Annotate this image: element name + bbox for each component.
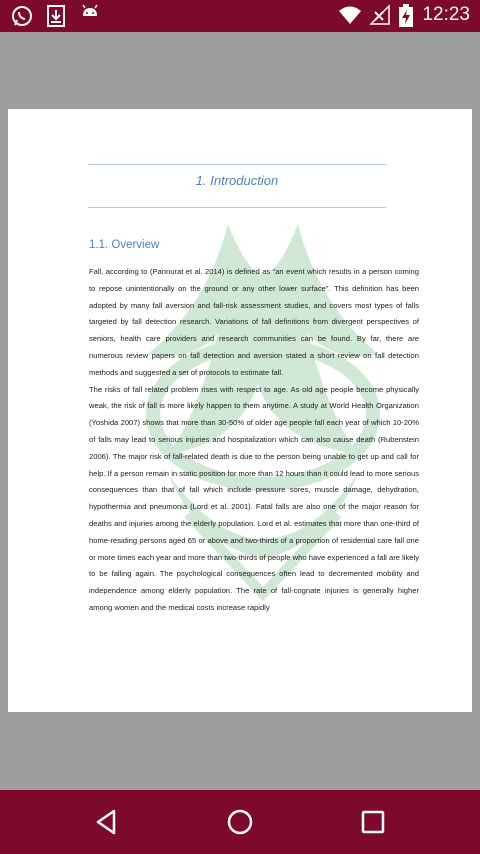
body-text	[89, 264, 419, 617]
wifi-icon	[338, 4, 362, 31]
android-icon	[80, 4, 100, 31]
clock: 12:23	[422, 4, 470, 25]
chapter-title: 1. Introduction	[195, 173, 279, 188]
section-title: 1.1. Overview	[89, 239, 160, 251]
header-rule-bottom	[88, 207, 386, 208]
no-signal-icon	[369, 4, 391, 31]
document-page[interactable]	[8, 109, 472, 712]
download-icon	[45, 4, 67, 33]
header-rule-top	[88, 164, 386, 165]
recents-icon[interactable]	[355, 804, 391, 840]
battery-charging-icon	[398, 4, 414, 33]
paragraph: The risks of fall related problem rises with respect to age. As old age people become physically weak, the risk of fall is more likely happen to them anytime. A study at World Health Organization (Yoshida 2007) shows that more than 30-50% of older age people fall each year of which 10-20% of falls may lead to serious injuries and hospitalization which can also cause death (Rubenstein 2006). The major risk of fall-related death is due to the person being unable to get up and call for help. If a person remain in static position for more than 12 hours than it could lead to more serious consequences than that of fall which include pressure sores, muscle damage, dehydration, hypothermia and pneumonia (Lord et al. 2001). Fatal falls are also one of the major reason for deaths and injuries among the elderly population. Lord et al. estimates that more than one-third of home-residing persons aged 65 or above and two-thirds of a proportion of residential care fall one or more times each year and more than two-thirds of people who have experienced a fall are likely to be falling again. The psychological consequences often lead to decremented mobility and independence among elderly population. The rate of fall-cognate injuries is generally higher among women and the medical costs increase rapidly	[89, 384, 419, 612]
document-viewer[interactable]	[0, 32, 480, 790]
whatsapp-icon	[10, 4, 34, 33]
back-icon[interactable]	[88, 804, 124, 840]
navigation-bar	[0, 790, 480, 854]
status-bar	[0, 0, 480, 32]
home-icon[interactable]	[222, 804, 258, 840]
paragraph: Fall, according to (Pannurat et al. 2014) is defined as “an event which results in a person coming to repose unintentionally on the ground or any other lower surface”. This definition has been adopted by many fall aversion and fall-risk assessment studies, and covers most types of falls targeted by fall detection research. Variations of fall definitions from divergent perspectives of seniors, health care providers and research communities can be found. By far, there are numerous review papers on fall detection and aversion stated a short review on fall detection methods and suggested a set of protocols to estimate fall.	[89, 267, 419, 377]
